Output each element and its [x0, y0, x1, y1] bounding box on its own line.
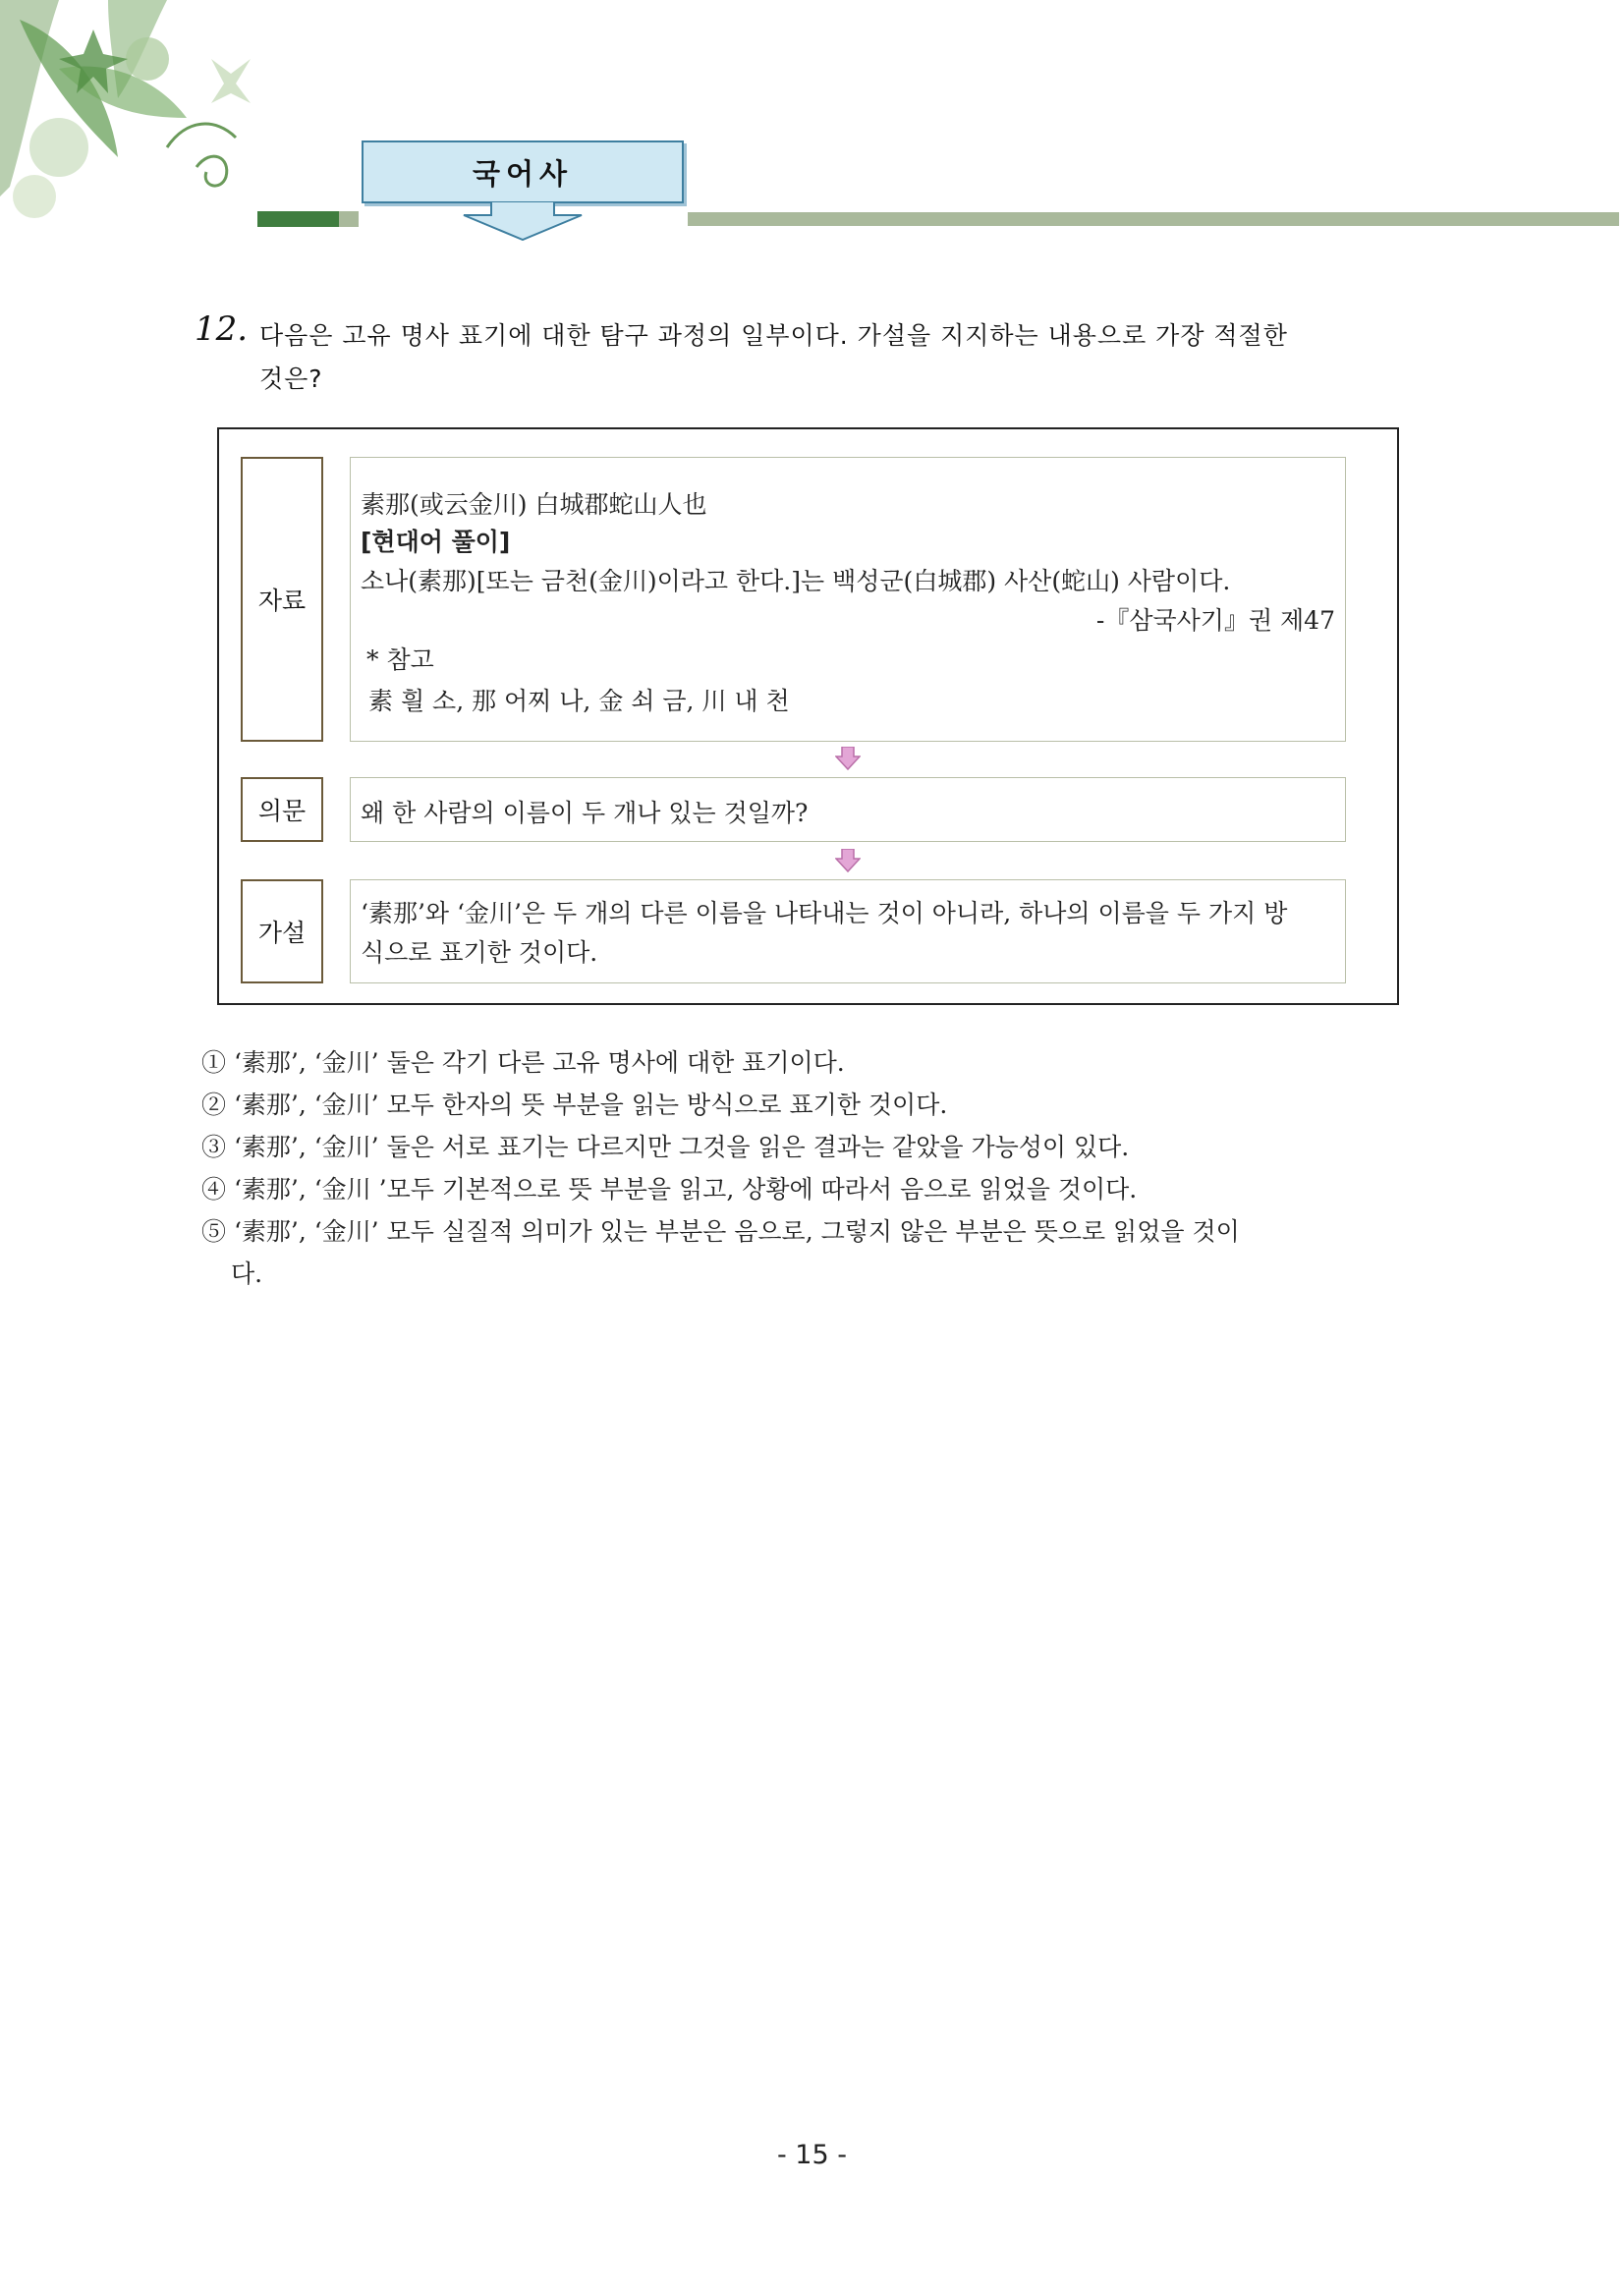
- flow-arrow-icon: [835, 849, 861, 872]
- option-5[interactable]: ⑤ ‘素那’, ‘金川’ 모두 실질적 의미가 있는 부분은 음으로, 그렇지 않은 부분은 뜻으로 읽었을 것이: [201, 1217, 1240, 1246]
- answer-options: [201, 1041, 1439, 1295]
- data-label: 자료: [257, 587, 307, 615]
- question-number: 12.: [195, 309, 249, 349]
- header-bar-mid: [339, 211, 359, 227]
- question-line-1: 다음은 고유 명사 표기에 대한 탐구 과정의 일부이다. 가설을 지지하는 내용으로 가장 적절한: [259, 321, 1288, 350]
- option-2[interactable]: ② ‘素那’, ‘金川’ 모두 한자의 뜻 부분을 읽는 방식으로 표기한 것이다.: [201, 1091, 948, 1119]
- subject-title: 국어사: [472, 156, 574, 191]
- down-arrow-icon: [462, 201, 584, 241]
- hypothesis-line-2: 식으로 표기한 것이다.: [361, 938, 598, 967]
- note-title: * 참고: [366, 645, 434, 674]
- page-number: - 15 -: [776, 2140, 847, 2170]
- data-original-text: 素那(或云金川) 白城郡蛇山人也: [361, 490, 707, 519]
- note-text: 素 흴 소, 那 어찌 나, 金 쇠 금, 川 내 천: [368, 687, 790, 715]
- hypothesis-line-1: ‘素那’와 ‘金川’은 두 개의 다른 이름을 나타내는 것이 아니라, 하나의 이름을 두 가지 방: [361, 899, 1288, 927]
- question-label-box: [241, 777, 323, 842]
- option-1[interactable]: ① ‘素那’, ‘金川’ 둘은 각기 다른 고유 명사에 대한 표기이다.: [201, 1048, 845, 1077]
- option-5-continuation: 다.: [231, 1260, 263, 1288]
- option-3[interactable]: ③ ‘素那’, ‘金川’ 둘은 서로 표기는 다르지만 그것을 읽은 결과는 같았을 가능성이 있다.: [201, 1133, 1130, 1161]
- header-bar-light: [688, 212, 1619, 226]
- hypothesis-label-box: [241, 879, 323, 983]
- hypothesis-content-box: [350, 879, 1346, 983]
- question-label: 의문: [257, 797, 307, 825]
- translation-text: 소나(素那)[또는 금천(金川)이라고 한다.]는 백성군(白城郡) 사산(蛇山) 사람이다.: [361, 567, 1231, 595]
- source-citation: -『삼국사기』권 제47: [1095, 606, 1335, 635]
- data-label-box: [241, 457, 323, 742]
- header-bar-dark: [257, 211, 339, 227]
- floral-decoration: [0, 0, 265, 231]
- flow-arrow-icon: [835, 747, 861, 770]
- translation-title: [현대어 풀이]: [361, 528, 511, 556]
- option-4[interactable]: ④ ‘素那’, ‘金川 ’모두 기본적으로 뜻 부분을 읽고, 상황에 따라서 음으로 읽었을 것이다.: [201, 1175, 1138, 1204]
- question-content-text: 왜 한 사람의 이름이 두 개나 있는 것일까?: [361, 799, 809, 827]
- data-content-box: [350, 457, 1346, 742]
- hypothesis-label: 가설: [257, 919, 307, 947]
- question-line-2: 것은?: [259, 364, 323, 393]
- question-text: [259, 314, 1438, 401]
- subject-title-box: [362, 140, 684, 203]
- question-content-box: [350, 777, 1346, 842]
